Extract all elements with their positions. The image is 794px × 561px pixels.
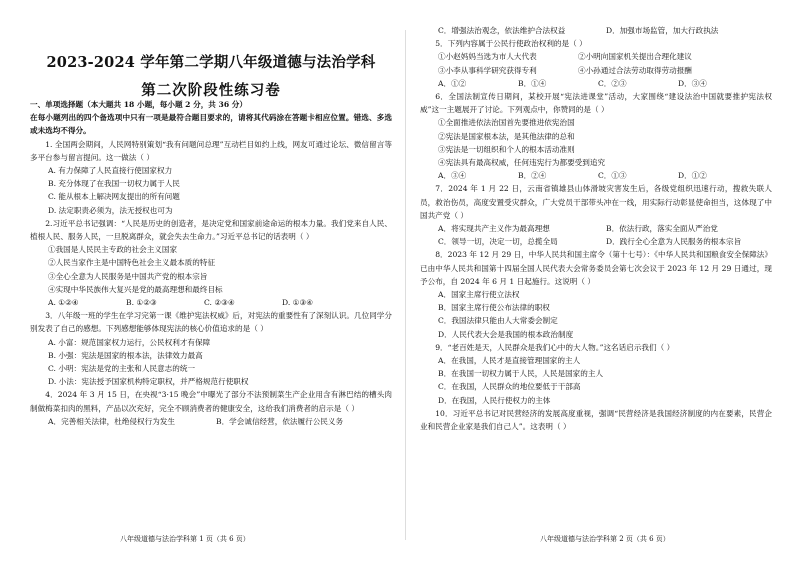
- q7-options-row1: [420, 222, 772, 235]
- q6-stem: 6．全国法制宣传日期间，某校开展“宪法进课堂”活动，大家围绕“建设法治中国就要推护宪法权威”这一主题展开了讨论。下列观点中，你赞同的是（ ）: [420, 92, 772, 115]
- q5-subitems-row1: [420, 50, 772, 63]
- q7-stem: 7．2024 年 1 月 22 日，云南省镇雄县山体滑坡灾害发生后，各级党组织迅速行动，搜救失联人员，救治伤员，高度安置受灾群众，广大党员干部带头冲在一线，用实际行动彰显使命担当，这体现了中国共产党（ ）: [420, 184, 772, 220]
- q2-options: [30, 296, 392, 309]
- q3-option-c: C. 小明：宪法是党的主张和人民意志的统一: [48, 364, 196, 374]
- q6-option-d: D．①②: [678, 171, 707, 181]
- q6-option-a: A．③④: [438, 171, 467, 181]
- q9-option-a: A．在我国，人民才是直接管理国家的主人: [438, 356, 581, 366]
- q9-option-b: B．在我国一切权力属于人民，人民是国家的主人: [438, 369, 604, 379]
- page-left: [30, 0, 392, 561]
- q2-subitem-4: ④实现中华民族伟大复兴是党的最高理想和最终目标: [48, 284, 223, 294]
- q4-option-a: A．完善相关法律，杜绝侵权行为发生: [48, 416, 175, 426]
- q4-option-d: D．加强市场监管，加大行政执法: [606, 26, 719, 35]
- q2-stem: 2.习近平总书记强调：“人民是历史的创造者，是决定党和国家前途命运的根本力量。我们党来自人民、植根人民、服务人民，一旦脱离群众，就会失去生命力。”习近平总书记的话表明（ ）: [30, 218, 392, 242]
- q8-stem: 8．2023 年 12 月 29 日，中华人民共和国主席令（第十七号）：《中华人民共和国粮食安全保障法》已由中华人民共和国第十四届全国人民代表大会常务委员会第七次会议于 2023 年 12 月 29 日通过，现予公布，自 2024 年 6 月 1 日起施行。这说明（ ）: [420, 250, 772, 286]
- q7-option-a: A．将实现共产主义作为最高理想: [438, 224, 550, 234]
- q3-stem: 3．八年级一班的学生在学习完第一课《维护宪法权威》后，对宪法的重要性有了深刻认识。几位同学分别发表了自己的感想。下列感想能够体现宪法的核心价值追求的是（ ）: [30, 311, 392, 334]
- q1-option-c: C. 能从根本上解决网友提出的所有问题: [48, 192, 180, 202]
- q5-subitems-row2: [420, 64, 772, 77]
- q9-option-c: C．在我国，人民群众的地位要低于干部高: [438, 382, 581, 392]
- q3-option-b: B. 小强：宪法是国家的根本法，法律效力最高: [48, 350, 203, 360]
- footer-right: 八年级道德与法治学科第 2 页（共 6 页）: [540, 535, 670, 543]
- q9-stem: 9．“老百姓是天，人民群众是我们心中的大人物。”这名话启示我们（ ）: [435, 342, 675, 352]
- section1-instructions: 在每小题列出的四个备选项中只有一项是最符合题目要求的，请将其代码涂在答题卡相应位置。错选、多选或未选均不得分。: [30, 113, 392, 136]
- q2-subitem-2: ②人民当家作主是中国特色社会主义最本质的特征: [48, 258, 216, 268]
- q4-stem: 4．2024 年 3 月 15 日，在央视“3·15 晚会”中曝光了部分不法预制菜生产企业用含有淋巴结的槽头肉制做梅菜扣肉的黑料，产品以次充好，完全不顾消费者的健康安全，这给我们消费者的启示是（ ）: [30, 390, 392, 413]
- q8-option-a: A．国家主席行使立法权: [438, 290, 520, 300]
- q2-option-b: B. ①②③: [126, 298, 157, 308]
- q5-option-b: B．①④: [518, 78, 547, 88]
- q2-option-c: C. ②③④: [204, 298, 235, 308]
- q8-option-d: D．人民代表大会是我国的根本政治制度: [438, 329, 574, 339]
- q4-options-row1: [30, 415, 392, 428]
- q4-option-b: B．学会诚信经营，依法履行公民义务: [216, 416, 344, 426]
- q7-options-row2: [420, 235, 772, 248]
- left-body: [30, 98, 392, 428]
- q3-option-a: A. 小富：规范国家权力运行，公民权利才有保障: [48, 337, 211, 347]
- page-divider: [405, 30, 406, 540]
- q6-subitem-1: ①全面推进依法治国首先要推进依宪治国: [438, 118, 575, 128]
- q6-option-b: B．②④: [518, 171, 547, 181]
- q2-subitem-3: ③全心全意为人民服务是中国共产党的根本宗旨: [48, 271, 208, 281]
- q4-options-row2: [420, 24, 772, 37]
- q2-option-a: A. ①②④: [48, 298, 79, 308]
- q5-subitem-4: ④小孙通过合法劳动取得劳动报酬: [578, 65, 692, 75]
- q5-option-d: D．③④: [678, 78, 707, 88]
- exam-title-line2: 第二次阶段性练习卷: [141, 82, 281, 99]
- q1-option-b: B. 充分体现了在我国一切权力属于人民: [48, 179, 180, 189]
- q6-option-c: C．①③: [598, 171, 627, 181]
- q5-option-c: C．②③: [598, 78, 627, 88]
- q5-options: [420, 77, 772, 90]
- q6-options: [420, 169, 772, 182]
- q7-option-d: D．践行全心全意为人民服务的根本宗旨: [606, 237, 742, 247]
- q1-option-a: A. 有力保障了人民直接行使国家权力: [48, 166, 173, 176]
- footer-left: 八年级道德与法治学科第 1 页（共 6 页）: [120, 535, 250, 543]
- q6-subitem-4: ④宪法具有最高权威，任何违宪行为都要受到追究: [438, 158, 606, 168]
- q4-option-c: C．增强法治观念，依法维护合法权益: [438, 26, 566, 35]
- q5-subitem-2: ②小明向国家机关提出合理化建议: [578, 52, 692, 62]
- q10-stem: 10．习近平总书记对民营经济的发展高度重视，强调“民营经济是我国经济制度的内在要素，民营企业和民营企业家是我们自己人”。这表明（ ）: [420, 408, 772, 432]
- section1-heading: 一、单项选择题（本大题共 18 小题，每小题 2 分，共 36 分）: [30, 100, 247, 109]
- q2-subitem-1: ①我国是人民民主专政的社会主义国家: [48, 245, 178, 255]
- q8-option-c: C．我国法律只能由人大常委会制定: [438, 316, 558, 326]
- q1-stem: 1. 全国两会期间，人民网特别策划“我有问题问总理”互动栏目如约上线，网友可通过论坛、微信留言等多平台参与留言提问。这一做法（ ）: [30, 139, 392, 162]
- q7-option-b: B．依法行政，落实全面从严治党: [606, 224, 718, 234]
- q5-subitem-3: ③小李从事科学研究获得专利: [438, 65, 537, 75]
- exam-title-line1: 2023-2024 学年第二学期八年级道德与法治学科: [46, 54, 376, 71]
- q6-subitem-3: ③宪法是一切组织和个人的根本活动准则: [438, 144, 575, 154]
- q5-subitem-1: ①小赵妈妈当选为市人大代表: [438, 52, 537, 62]
- q8-option-b: B．国家主席行使公布法律的职权: [438, 303, 550, 313]
- page-right: [420, 0, 772, 561]
- q5-stem: 5．下列内容属于公民行使政治权利的是（ ）: [435, 39, 587, 49]
- q6-subitem-2: ②宪法是国家根本法，是其他法律的总和: [438, 131, 575, 141]
- q9-option-d: D．在我国，人民行使权力的主体: [438, 395, 551, 405]
- q7-option-c: C．领导一切，决定一切，总揽全局: [438, 237, 558, 247]
- right-body: [420, 24, 772, 433]
- q1-option-d: D. 法定职责必须为，法无授权也可为: [48, 205, 173, 215]
- q5-option-a: A．①②: [438, 78, 467, 88]
- q2-option-d: D. ①③④: [282, 298, 314, 308]
- q3-option-d: D. 小法：宪法授予国家机构特定职权，并严格规范行使职权: [48, 377, 249, 387]
